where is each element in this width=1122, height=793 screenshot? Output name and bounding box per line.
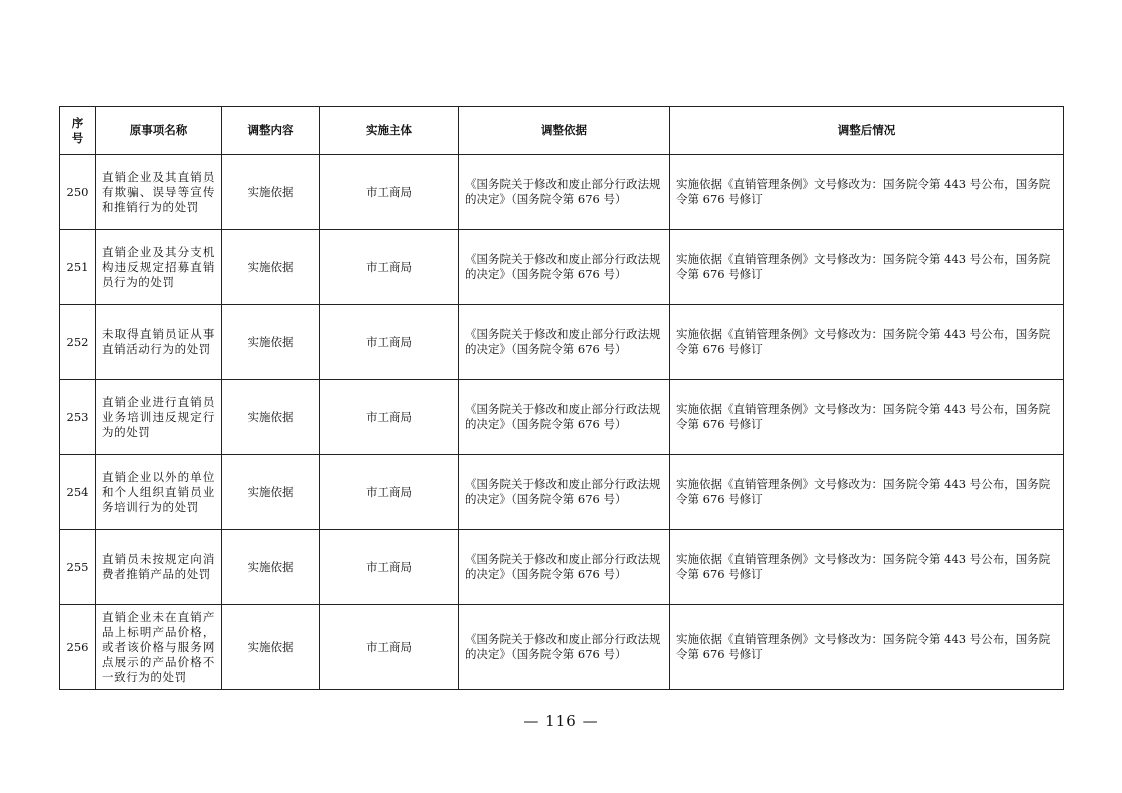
row-seq: 255 <box>60 530 96 605</box>
row-content: 实施依据 <box>222 305 320 380</box>
row-subject: 市工商局 <box>320 380 459 455</box>
header-seq-text: 序号 <box>71 115 84 145</box>
table-row <box>60 230 1064 305</box>
row-basis: 《国务院关于修改和废止部分行政法规的决定》（国务院令第 676 号） <box>459 380 670 455</box>
row-subject: 市工商局 <box>320 530 459 605</box>
row-result: 实施依据《直销管理条例》文号修改为：国务院令第 443 号公布，国务院令第 676 号修订 <box>670 380 1064 455</box>
adjustment-table-container <box>59 106 1063 690</box>
row-subject: 市工商局 <box>320 455 459 530</box>
row-name: 直销企业以外的单位和个人组织直销员业务培训行为的处罚 <box>96 455 222 530</box>
header-basis: 调整依据 <box>459 107 670 155</box>
row-name: 直销企业进行直销员业务培训违反规定行为的处罚 <box>96 380 222 455</box>
row-content: 实施依据 <box>222 230 320 305</box>
row-name: 直销企业及其分支机构违反规定招募直销员行为的处罚 <box>96 230 222 305</box>
table-row <box>60 380 1064 455</box>
row-seq: 250 <box>60 155 96 230</box>
table-row <box>60 305 1064 380</box>
row-subject: 市工商局 <box>320 230 459 305</box>
page-number: — 116 — <box>523 712 599 730</box>
row-basis: 《国务院关于修改和废止部分行政法规的决定》（国务院令第 676 号） <box>459 605 670 690</box>
header-subject: 实施主体 <box>320 107 459 155</box>
table-row <box>60 605 1064 690</box>
adjustment-table <box>59 106 1064 690</box>
row-content: 实施依据 <box>222 530 320 605</box>
row-name: 直销员未按规定向消费者推销产品的处罚 <box>96 530 222 605</box>
header-content: 调整内容 <box>222 107 320 155</box>
row-content: 实施依据 <box>222 380 320 455</box>
row-result: 实施依据《直销管理条例》文号修改为：国务院令第 443 号公布，国务院令第 676 号修订 <box>670 530 1064 605</box>
row-content: 实施依据 <box>222 605 320 690</box>
row-basis: 《国务院关于修改和废止部分行政法规的决定》（国务院令第 676 号） <box>459 530 670 605</box>
row-content: 实施依据 <box>222 455 320 530</box>
row-name: 直销企业及其直销员有欺骗、误导等宣传和推销行为的处罚 <box>96 155 222 230</box>
header-name: 原事项名称 <box>96 107 222 155</box>
row-result: 实施依据《直销管理条例》文号修改为：国务院令第 443 号公布，国务院令第 676 号修订 <box>670 230 1064 305</box>
header-seq <box>60 107 96 155</box>
row-seq: 256 <box>60 605 96 690</box>
row-result: 实施依据《直销管理条例》文号修改为：国务院令第 443 号公布，国务院令第 676 号修订 <box>670 305 1064 380</box>
row-result: 实施依据《直销管理条例》文号修改为：国务院令第 443 号公布，国务院令第 676 号修订 <box>670 605 1064 690</box>
row-content: 实施依据 <box>222 155 320 230</box>
row-subject: 市工商局 <box>320 155 459 230</box>
row-subject: 市工商局 <box>320 605 459 690</box>
table-row <box>60 155 1064 230</box>
table-header-row <box>60 107 1064 155</box>
row-seq: 252 <box>60 305 96 380</box>
row-name: 未取得直销员证从事直销活动行为的处罚 <box>96 305 222 380</box>
table-row <box>60 455 1064 530</box>
header-result: 调整后情况 <box>670 107 1064 155</box>
row-name: 直销企业未在直销产品上标明产品价格，或者该价格与服务网点展示的产品价格不一致行为的处罚 <box>96 605 222 690</box>
row-basis: 《国务院关于修改和废止部分行政法规的决定》（国务院令第 676 号） <box>459 305 670 380</box>
row-seq: 254 <box>60 455 96 530</box>
row-seq: 251 <box>60 230 96 305</box>
row-basis: 《国务院关于修改和废止部分行政法规的决定》（国务院令第 676 号） <box>459 455 670 530</box>
row-subject: 市工商局 <box>320 305 459 380</box>
row-basis: 《国务院关于修改和废止部分行政法规的决定》（国务院令第 676 号） <box>459 230 670 305</box>
row-result: 实施依据《直销管理条例》文号修改为：国务院令第 443 号公布，国务院令第 676 号修订 <box>670 155 1064 230</box>
row-result: 实施依据《直销管理条例》文号修改为：国务院令第 443 号公布，国务院令第 676 号修订 <box>670 455 1064 530</box>
table-row <box>60 530 1064 605</box>
row-basis: 《国务院关于修改和废止部分行政法规的决定》（国务院令第 676 号） <box>459 155 670 230</box>
row-seq: 253 <box>60 380 96 455</box>
